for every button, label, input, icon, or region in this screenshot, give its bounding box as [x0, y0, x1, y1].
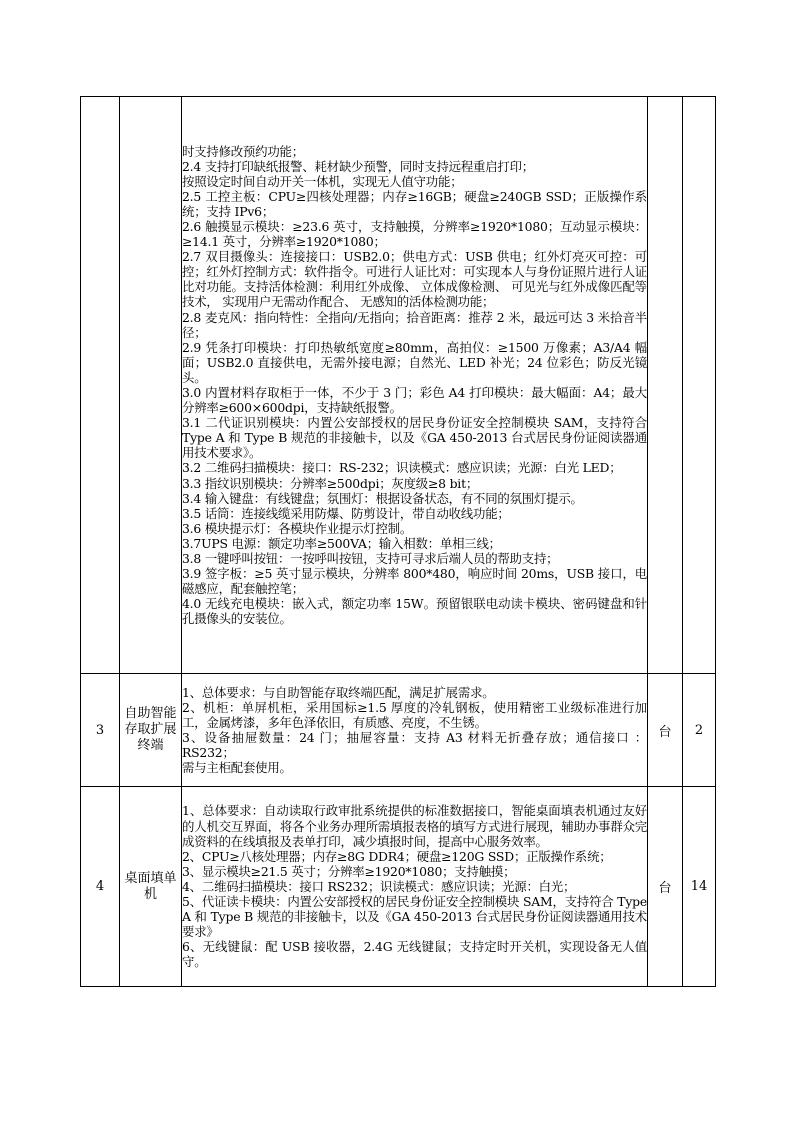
table-row	[81, 97, 716, 674]
spec-line: 需与主柜配套使用。	[182, 760, 292, 776]
item-quantity-cell: 2	[683, 674, 716, 787]
spec-line: 3.8 一键呼叫按钮：一按呼叫按钮，支持可寻求后端人员的帮助支持；	[182, 551, 559, 567]
spec-line: 按照设定时间自动开关一体机，实现无人值守功能；	[182, 173, 463, 189]
spec-line: 4、二维码扫描模块：接口 RS232；识读模式：感应识读；光源：白光；	[182, 878, 576, 894]
spec-line: 2、CPU≥八核处理器；内存≥8G DDR4；硬盘≥120G SSD；正版操作系统；	[182, 848, 612, 864]
spec-line: 2.6 触摸显示模块：≥23.6 英寸，支持触摸，分辨率≥1920*1080；互动显示模块：≥14.1 英寸，分辨率≥1920*1080；	[182, 218, 647, 250]
spec-line: 3.1 二代证识别模块：内置公安部授权的居民身份证安全控制模块 SAM，支持符合 Type A 和 Type B 规范的非接触卡，以及《GA 450-2013 台式居民身份证阅读器通用技术要求》。	[182, 415, 647, 461]
item-unit-cell	[648, 97, 683, 674]
spec-line: 1、总体要求：自动读取行政审批系统提供的标准数据接口，智能桌面填表机通过友好的人机交互界面，将各个业务办理所需填报表格的填写方式进行展现，辅助办事群众完成资料的在线填报及表单打印，减少填报时间，提高中心服务效率。	[182, 803, 647, 849]
item-spec-cell	[182, 674, 648, 787]
item-name-cell: 自助智能存取扩展终端	[120, 674, 182, 787]
spec-line: 2.5 工控主板：CPU≥四核处理器；内存≥16GB；硬盘≥240GB SSD；正版操作系统；支持 IPv6；	[182, 188, 647, 219]
item-name-cell	[120, 97, 182, 674]
spec-line: 2.9 凭条打印模块：打印热敏纸宽度≥80mm，高拍仪：≥1500 万像素；A3/A4 幅面；USB2.0 直接供电，无需外接电源；自然光、LED 补光；24 位彩色；防反光镜头。	[182, 339, 647, 385]
item-spec-cell	[182, 787, 648, 987]
spec-line: 2.8 麦克风：指向特性：全指向/无指向；拾音距离：推荐 2 米，最远可达 3 米拾音半径；	[182, 309, 647, 340]
spec-line: 4.0 无线充电模块：嵌入式，额定功率 15W。预留银联电动读卡模块、密码键盘和针孔摄像头的安装位。	[182, 596, 647, 627]
spec-line: 3、设备抽屉数量：24 门；抽屉容量：支持 A3 材料无折叠存放；通信接口 ：RS232；	[182, 730, 647, 761]
spec-line: 1、总体要求：与自助智能存取终端匹配，满足扩展需求。	[182, 684, 495, 700]
item-number-cell: 4	[81, 787, 120, 987]
item-spec-cell	[182, 97, 648, 674]
spec-line: 3、显示模块≥21.5 英寸；分辨率≥1920*1080；支持触摸；	[182, 863, 516, 879]
spec-table-body	[81, 97, 716, 987]
spec-line: 5、代证读卡模块：内置公安部授权的居民身份证安全控制模块 SAM，支持符合 Type A 和 Type B 规范的非接触卡，以及《GA 450-2013 台式居民身份证阅读器通用技术要求》	[182, 894, 647, 940]
spec-line: 2.4 支持打印缺纸报警、耗材缺少预警，同时支持远程重启打印；	[182, 158, 534, 174]
item-quantity-cell	[683, 97, 716, 674]
spec-line: 6、无线键鼠：配 USB 接收器，2.4G 无线键鼠；支持定时开关机，实现设备无人值守。	[182, 939, 647, 970]
spec-line: 2.7 双目摄像头：连接接口：USB2.0；供电方式：USB 供电；红外灯亮灭可控：可控；红外灯控制方式：软件指令。可进行人证比对：可实现本人与身份证照片进行人证比对功能。支持活体检测：利用红外成像、 立体成像检测、 可见光与红外成像匹配等技术， 实现用户无需动作配合、 无感知的活体检测功能；	[182, 249, 647, 310]
spec-line: 3.7UPS 电源：额定功率≥500VA；输入相数：单相三线；	[182, 535, 501, 551]
item-quantity-cell: 14	[683, 787, 716, 987]
item-name-cell: 桌面填单机	[120, 787, 182, 987]
spec-line: 3.0 内置材料存取柜于一体，不少于 3 门；彩色 A4 打印模块：最大幅面：A4；最大分辨率≥600×600dpi，支持缺纸报警。	[182, 385, 647, 416]
spec-line: 3.6 模块提示灯：各模块作业提示灯控制。	[182, 520, 413, 536]
table-row	[81, 674, 716, 787]
spec-line: 3.3 指纹识别模块：分辨率≥500dpi；灰度级≥8 bit；	[182, 475, 479, 491]
spec-line: 3.5 话筒：连接线缆采用防爆、防剪设计，带自动收线功能；	[182, 505, 510, 521]
item-number-cell	[81, 97, 120, 674]
spec-line: 3.4 输入键盘：有线键盘；氛围灯：根据设备状态，有不同的氛围灯提示。	[182, 490, 583, 506]
item-number-cell: 3	[81, 674, 120, 787]
table-row	[81, 787, 716, 987]
spec-line: 时支持修改预约功能；	[182, 143, 304, 159]
spec-line: 2、机柜：单屏机柜，采用国标≥1.5 厚度的冷轧钢板，使用精密工业级标准进行加工，金属烤漆，多年色泽依旧，有质感、亮度，不生锈。	[182, 699, 647, 730]
item-unit-cell: 台	[648, 674, 683, 787]
spec-line: 3.9 签字板：≥5 英寸显示模块，分辨率 800*480，响应时间 20ms，USB 接口，电磁感应，配套触控笔；	[182, 566, 647, 597]
spec-table	[80, 96, 716, 987]
item-unit-cell: 台	[648, 787, 683, 987]
spec-line: 3.2 二维码扫描模块：接口：RS-232；识读模式：感应识读；光源：白光 LED；	[182, 460, 622, 476]
